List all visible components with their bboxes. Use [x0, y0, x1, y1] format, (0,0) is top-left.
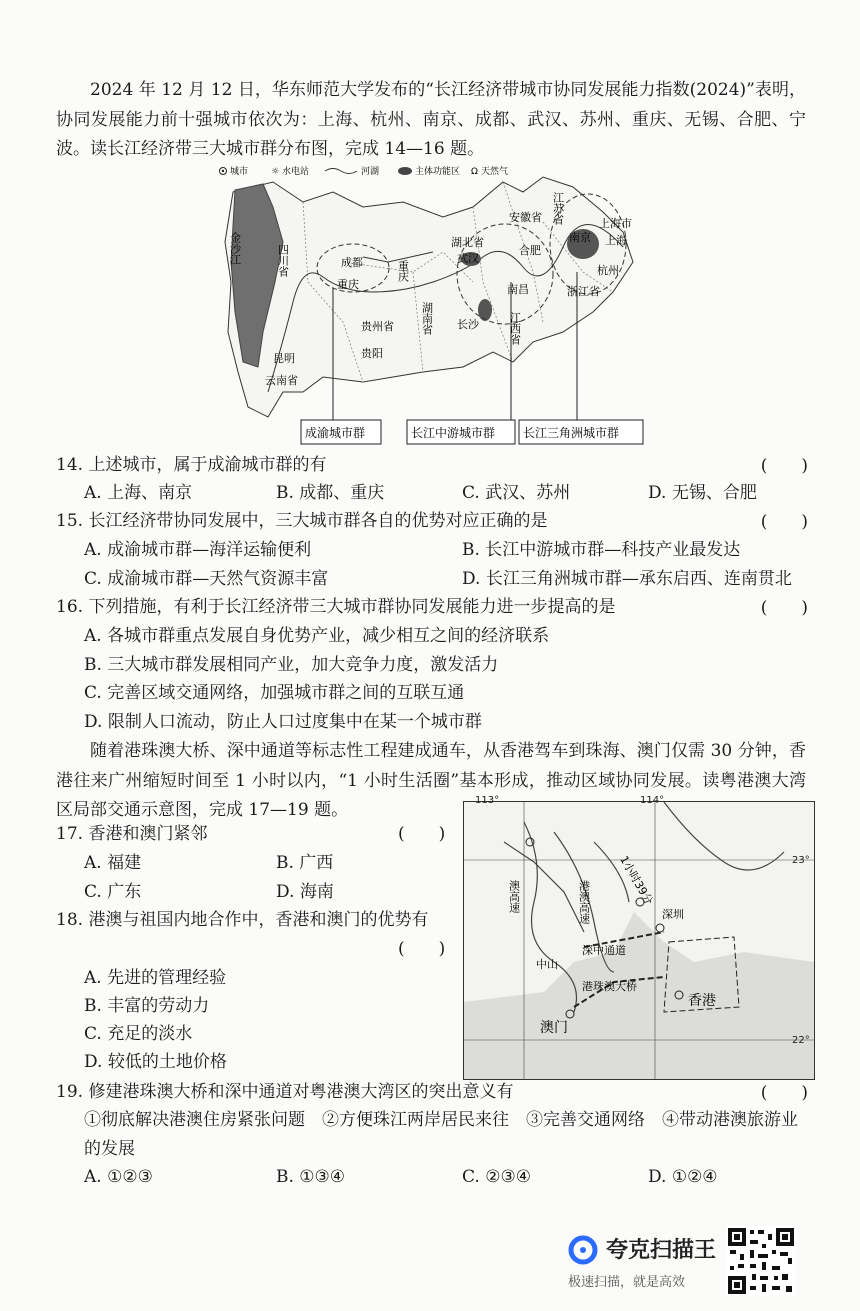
place-wuhan: 武汉	[457, 252, 479, 265]
question-18-option-b: B. 丰富的劳动力	[84, 996, 210, 1016]
map-legend	[220, 165, 509, 177]
place-yunnan: 云南省	[265, 374, 298, 387]
gas-icon: Ω	[471, 167, 478, 177]
place-sichuan: 四川省	[276, 244, 290, 277]
place-hefei: 合肥	[519, 244, 541, 257]
label-zhongshan: 中山	[536, 958, 558, 971]
scanner-logo-icon	[568, 1235, 598, 1265]
place-zhejiang: 浙江省	[567, 285, 600, 298]
changsha-zone	[478, 299, 492, 321]
label-middle: 长江中游城市群	[411, 426, 496, 440]
place-jiangxi: 江西省	[508, 312, 522, 345]
question-17-option-c: C. 广东	[84, 882, 142, 902]
legend-city: 城市	[230, 167, 249, 177]
intro-paragraph-1: 2024 年 12 月 12 日，华东师范大学发布的“长江经济带城市协同发展能力指数(2024)”表明，协同发展能力前十强城市依次为：上海、杭州、南京、成都、武汉、苏州、重庆、无锡、合肥、宁波。读长江经济带三大城市群分布图，完成 14—16 题。	[56, 80, 806, 159]
place-hunan: 湖南省	[420, 302, 434, 335]
place-hubei: 湖北省	[451, 236, 484, 249]
question-15-stem: 15. 长江经济带协同发展中，三大城市群各自的优势对应正确的是	[56, 511, 548, 531]
place-shanghai: 上海	[605, 234, 627, 247]
place-nanjing: 南京	[569, 231, 591, 244]
label-shenzhong: 深中通道	[582, 944, 626, 957]
question-16-option-a: A. 各城市群重点发展自身优势产业，减少相互之间的经济联系	[84, 626, 550, 646]
question-19-option-a: A. ①②③	[84, 1167, 153, 1187]
question-18-option-c: C. 充足的淡水	[84, 1024, 193, 1044]
road-aoga: 澳高速	[507, 880, 521, 913]
place-changsha: 长沙	[457, 318, 479, 331]
legend-river: 河湖	[361, 167, 380, 177]
question-14-option-d: D. 无锡、合肥	[648, 483, 757, 503]
legend-hydro: 水电站	[282, 167, 310, 177]
scanner-slogan: 极速扫描，就是高效	[568, 1275, 686, 1290]
label-delta: 长江三角洲城市群	[523, 426, 620, 440]
question-19-items: ①彻底解决港澳住房紧张问题 ②方便珠江两岸居民来往 ③完善交通网络 ④带动港澳旅游业的发展	[84, 1110, 798, 1159]
zone-icon	[398, 167, 412, 175]
route-time: 1小时39分	[617, 853, 656, 907]
place-chongqing: 重庆	[337, 278, 359, 291]
greater-bay-area-map	[463, 801, 815, 1080]
road-gangao: 港澳高速	[577, 880, 591, 924]
question-16-option-c: C. 完善区域交通网络，加强城市群之间的互联互通	[84, 683, 465, 703]
question-17-option-a: A. 福建	[84, 853, 142, 873]
question-19-option-d: D. ①②④	[648, 1167, 718, 1187]
question-16-paren: ( )	[760, 598, 808, 618]
question-14-option-c: C. 武汉、苏州	[462, 483, 571, 503]
intro-paragraph-2: 随着港珠澳大桥、深中通道等标志性工程建成通车，从香港驾车到珠海、澳门仅需 30 分钟，香港往来广州缩短时间至 1 小时以内，“1 小时生活圈”基本形成，推动区域协同发展。读粤港澳大湾区局部交通示意图，完成 17—19 题。	[56, 741, 806, 820]
question-17-paren: ( )	[398, 824, 446, 844]
lat-23-label: 23°	[792, 855, 810, 866]
place-hangzhou: 杭州	[597, 264, 619, 277]
place-guiyang: 贵阳	[361, 347, 383, 360]
question-19-paren: ( )	[760, 1083, 808, 1103]
place-jiangsu: 江苏省	[551, 192, 565, 225]
question-19-option-b: B. ①③④	[276, 1167, 346, 1187]
question-17-stem: 17. 香港和澳门紧邻	[56, 824, 208, 844]
place-anhui: 安徽省	[509, 211, 542, 224]
place-guizhou: 贵州省	[361, 320, 394, 333]
label-hongkong: 香港	[688, 993, 716, 1009]
label-hzm: 港珠澳大桥	[582, 980, 637, 993]
question-16-stem: 16. 下列措施，有利于长江经济带三大城市群协同发展能力进一步提高的是	[56, 597, 616, 617]
legend-zone: 主体功能区	[415, 167, 461, 177]
river-icon	[325, 169, 357, 174]
question-14-option-b: B. 成都、重庆	[276, 483, 385, 503]
question-16-option-b: B. 三大城市群发展相同产业，加大竞争力度，激发活力	[84, 655, 499, 675]
place-chengdu: 成都	[341, 256, 363, 269]
question-19-stem: 19. 修建港珠澳大桥和深中通道对粤港澳大湾区的突出意义有	[56, 1082, 514, 1102]
question-15-paren: ( )	[760, 512, 808, 532]
legend-gas: 天然气	[481, 167, 509, 177]
question-16-option-d: D. 限制人口流动，防止人口过度集中在某一个城市群	[84, 712, 482, 732]
question-15-option-d: D. 长江三角洲城市群—承东启西、连南贯北	[462, 569, 792, 589]
place-jinsha: 金沙江	[228, 232, 242, 265]
question-18-paren: ( )	[398, 939, 446, 959]
place-shanghai-mun: 上海市	[599, 217, 632, 230]
label-chengyu: 成渝城市群	[305, 426, 366, 440]
question-14-option-a: A. 上海、南京	[84, 483, 193, 503]
question-14-stem: 14. 上述城市，属于成渝城市群的有	[56, 455, 327, 475]
place-nanchang: 南昌	[507, 283, 529, 296]
question-19-option-c: C. ②③④	[462, 1167, 531, 1187]
scanner-brand: 夸克扫描王	[606, 1238, 717, 1263]
question-17-option-b: B. 广西	[276, 853, 334, 873]
question-18-option-d: D. 较低的土地价格	[84, 1052, 227, 1072]
lon-114-label: 114°	[640, 795, 665, 806]
question-15-option-c: C. 成渝城市群—天然气资源丰富	[84, 569, 329, 589]
lon-113-label: 113°	[475, 795, 500, 806]
question-14-paren: ( )	[760, 456, 808, 476]
yangtze-urban-agglomeration-map	[213, 162, 650, 446]
question-15-option-b: B. 长江中游城市群—科技产业最发达	[462, 540, 741, 560]
question-15-option-a: A. 成渝城市群—海洋运输便利	[84, 540, 312, 560]
question-18-option-a: A. 先进的管理经验	[84, 968, 227, 988]
hydro-icon: ☼	[271, 167, 280, 177]
qr-code-icon	[726, 1226, 796, 1296]
label-macau: 澳门	[540, 1020, 568, 1036]
label-shenzhen: 深圳	[662, 908, 684, 921]
question-18-stem: 18. 港澳与祖国内地合作中，香港和澳门的优势有	[56, 910, 429, 930]
question-17-option-d: D. 海南	[276, 882, 334, 902]
place-kunming: 昆明	[273, 352, 295, 365]
lat-22-label: 22°	[792, 1035, 810, 1046]
place-chongqing-mun: 重庆	[396, 260, 410, 282]
